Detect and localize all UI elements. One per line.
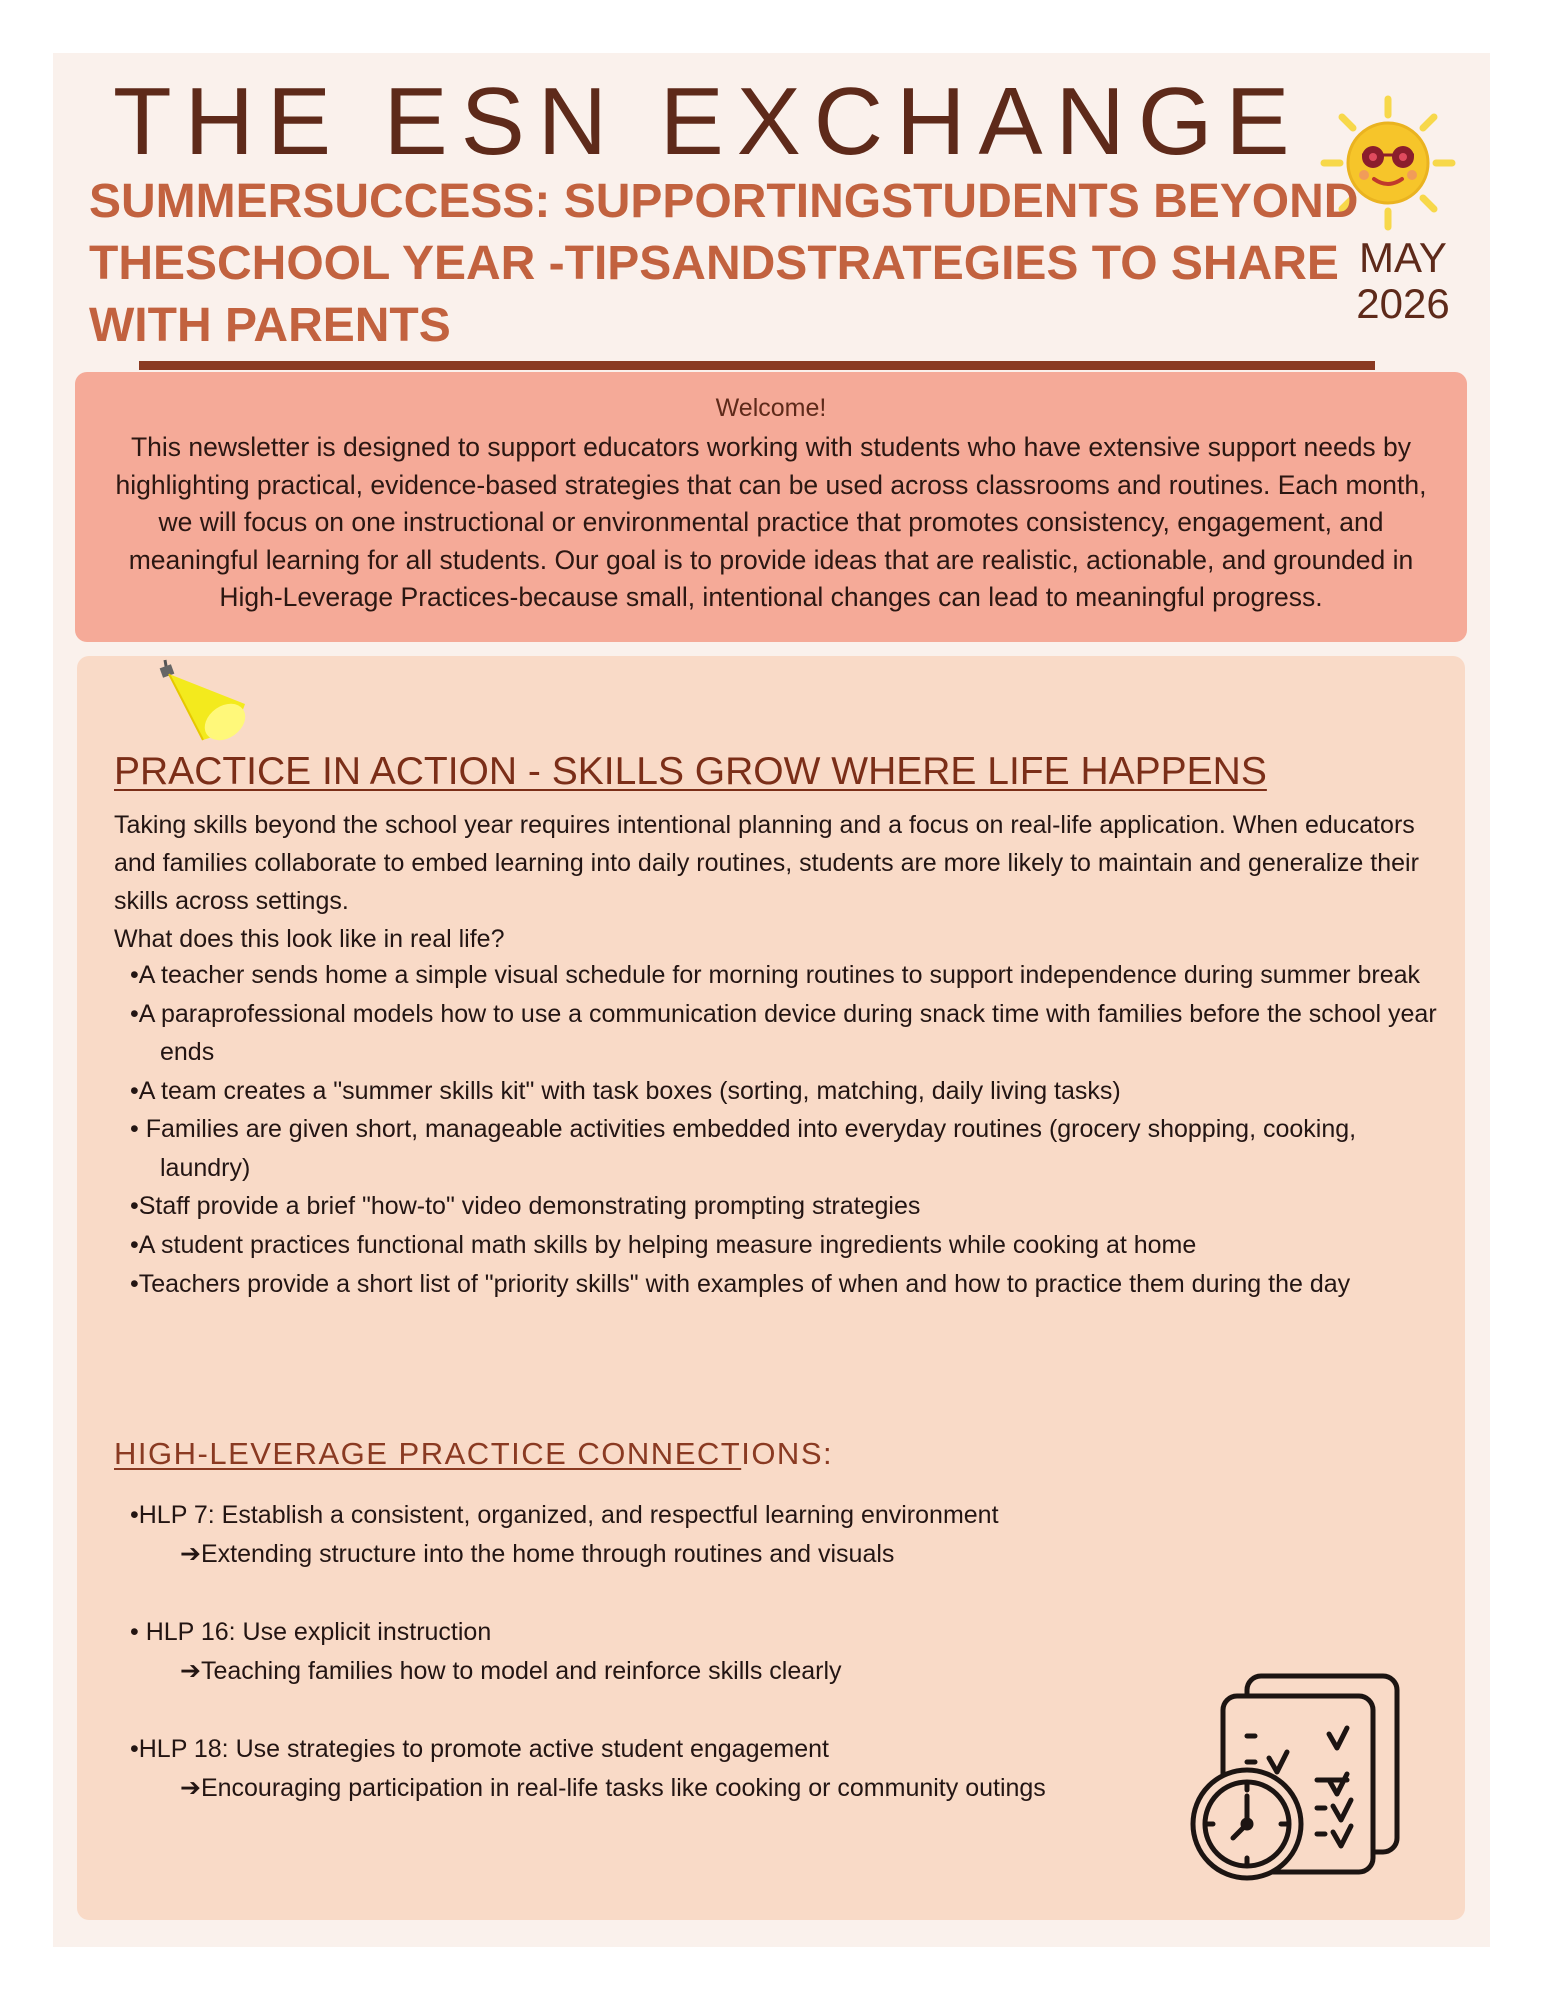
list-item: •A paraprofessional models how to use a communication device during snack time with families before the school year ends bbox=[130, 999, 1437, 1066]
checklist-clock-icon bbox=[1177, 1672, 1417, 1882]
list-item: • Families are given short, manageable activities embedded into everyday routines (grocery shopping, cooking, laundry) bbox=[130, 1115, 1357, 1182]
list-item: •A teacher sends home a simple visual schedule for morning routines to support independence during summer break bbox=[130, 961, 1421, 989]
issue-date bbox=[1343, 235, 1463, 327]
practice-intro bbox=[114, 806, 1444, 958]
hlp-item-detail: ➔Extending structure into the home through routines and visuals bbox=[180, 1540, 895, 1568]
hlp-item-detail: ➔Teaching families how to model and reinforce skills clearly bbox=[180, 1657, 842, 1685]
practice-heading: PRACTICE IN ACTION - SKILLS GROW WHERE LIFE HAPPENS bbox=[114, 750, 1267, 793]
hlp-item-title: • HLP 16: Use explicit instruction bbox=[130, 1618, 492, 1646]
practice-examples-list bbox=[130, 956, 1440, 1305]
welcome-body: This newsletter is designed to support educators working with students who have extensive support needs by highlighting practical, evidence-based strategies that can be used across classrooms and routines. Each month, we will focus on one instructional or environmental practice that promotes consistency, engagement, and meaningful learning for all students. Our goal is to provide ideas that are realistic, actionable, and grounded in High-Leverage Practices-because small, intentional changes can lead to meaningful progress. bbox=[115, 432, 1427, 612]
issue-year: 2026 bbox=[1356, 280, 1450, 327]
welcome-box bbox=[75, 372, 1467, 642]
practice-question: What does this look like in real life? bbox=[114, 925, 505, 953]
practice-intro-text: Taking skills beyond the school year requires intentional planning and a focus on real-life application. When educators and families collaborate to embed learning into daily routines, students are more likely to maintain and generalize their skills across settings. bbox=[114, 811, 1419, 915]
hlp-heading-rest: IONS: bbox=[741, 1436, 834, 1471]
hlp-connections-list bbox=[130, 1496, 1180, 1847]
hlp-heading bbox=[114, 1436, 833, 1472]
issue-month: MAY bbox=[1359, 234, 1447, 281]
practice-panel bbox=[77, 656, 1465, 1920]
welcome-heading: Welcome! bbox=[715, 394, 827, 422]
hlp-item bbox=[130, 1730, 1180, 1808]
hlp-item-title: •HLP 18: Use strategies to promote active student engagement bbox=[130, 1735, 829, 1763]
newsletter-page bbox=[53, 53, 1490, 1947]
list-item: •A team creates a "summer skills kit" with task boxes (sorting, matching, daily living tasks) bbox=[130, 1076, 1121, 1105]
list-item: •Teachers provide a short list of "priority skills" with examples of when and how to practice them during the day bbox=[130, 1270, 1351, 1298]
hlp-heading-underlined: HIGH-LEVERAGE PRACTICE CONNECT bbox=[114, 1436, 742, 1471]
hlp-item-detail: ➔Encouraging participation in real-life tasks like cooking or community outings bbox=[180, 1774, 1046, 1802]
newsletter-title: THE ESN EXCHANGE bbox=[113, 68, 1303, 175]
spotlight-icon bbox=[147, 656, 297, 746]
newsletter-subtitle: SUMMERSUCCESS: SUPPORTINGSTUDENTS BEYOND THESCHOOL YEAR -TIPSANDSTRATEGIES TO SHARE WITH PARENTS bbox=[89, 175, 1359, 352]
header-divider bbox=[139, 361, 1375, 370]
list-item: •A student practices functional math skills by helping measure ingredients while cooking at home bbox=[130, 1230, 1197, 1259]
list-item: •Staff provide a brief "how-to" video demonstrating prompting strategies bbox=[130, 1192, 921, 1220]
hlp-item-title: •HLP 7: Establish a consistent, organized, and respectful learning environment bbox=[130, 1501, 999, 1529]
hlp-item bbox=[130, 1613, 1180, 1691]
hlp-item bbox=[130, 1496, 1180, 1574]
